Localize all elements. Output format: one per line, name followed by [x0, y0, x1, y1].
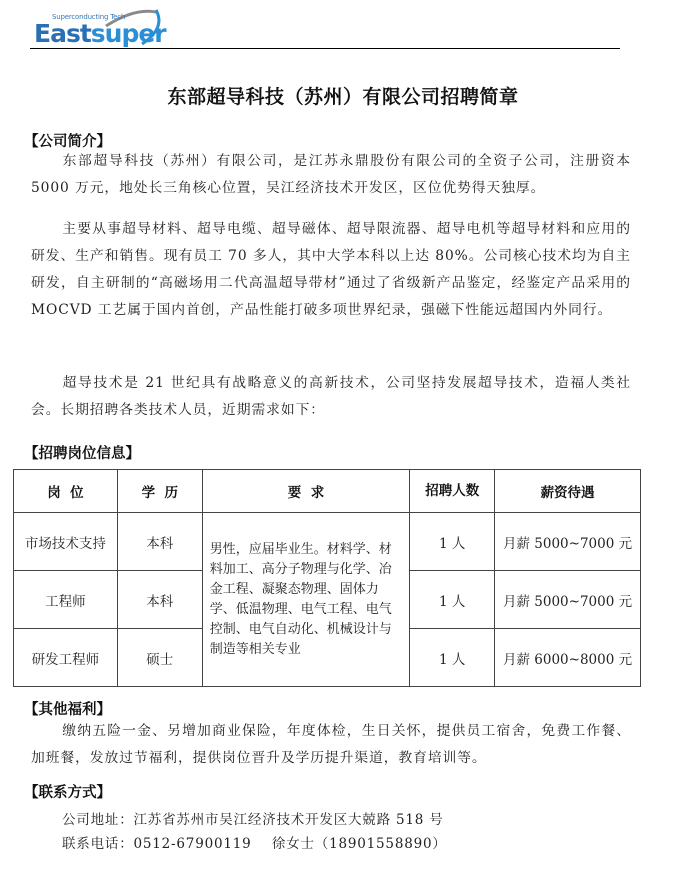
position-cell: 市场技术支持	[14, 513, 118, 571]
contact-address: 公司地址：江苏省苏州市吴江经济技术开发区大兢路 518 号	[62, 812, 444, 828]
headcount-cell: 1 人	[410, 629, 495, 687]
intro-paragraph-3: 超导技术是 21 世纪具有战略意义的高新技术，公司坚持发展超导技术，造福人类社会。长期招聘各类技术人员，近期需求如下：	[31, 375, 631, 418]
headcount-cell: 1 人	[410, 513, 495, 571]
logo-tagline: Superconducting Tech	[52, 13, 126, 21]
education-cell: 硕士	[117, 629, 202, 687]
column-header-headcount: 招聘人数	[410, 470, 495, 513]
benefits-paragraph: 缴纳五险一金、另增加商业保险，年度体检，生日关怀，提供员工宿舍，免费工作餐、加班餐，发放过节福利，提供岗位晋升及学历提升渠道，教育培训等。	[31, 723, 631, 766]
company-logo	[34, 6, 174, 48]
salary-cell: 月薪 6000~8000 元	[495, 629, 641, 687]
logo-brand: Eastsuper	[34, 19, 166, 48]
jobs-table	[13, 469, 641, 687]
headcount-cell: 1 人	[410, 571, 495, 629]
table-row	[14, 513, 641, 571]
intro-paragraph-2: 主要从事超导材料、超导电缆、超导磁体、超导限流器、超导电机等超导材料和应用的研发、生产和销售。现有员工 70 多人，其中大学本科以上达 80%。公司核心技术均为自主研发，自主研制的“高磁场用二代高温超导带材”通过了省级新产品鉴定，经鉴定产品采用的 MOCVD 工艺属于国内首创，产品性能打破多项世界纪录，强磁下性能远超国内外同行。	[31, 221, 631, 318]
column-header-position: 岗 位	[14, 470, 118, 513]
page-title: 东部超导科技（苏州）有限公司招聘简章	[167, 86, 519, 108]
column-header-education: 学 历	[117, 470, 202, 513]
education-cell: 本科	[117, 513, 202, 571]
contact-phone: 联系电话：0512-67900119 徐女士（18901558890）	[62, 836, 447, 852]
section-heading-benefits: 【其他福利】	[24, 702, 111, 718]
salary-cell: 月薪 5000~7000 元	[495, 513, 641, 571]
salary-cell: 月薪 5000~7000 元	[495, 571, 641, 629]
position-cell: 工程师	[14, 571, 118, 629]
section-heading-intro: 【公司简介】	[24, 134, 111, 150]
column-header-requirements: 要 求	[202, 470, 410, 513]
section-heading-contact: 【联系方式】	[24, 785, 111, 801]
header-divider	[30, 48, 620, 49]
section-heading-jobs: 【招聘岗位信息】	[24, 446, 140, 462]
table-header-row	[14, 470, 641, 513]
education-cell: 本科	[117, 571, 202, 629]
requirements-cell: 男性，应届毕业生。材料学、材料加工、高分子物理与化学、冶金工程、凝聚态物理、固体力学、低温物理、电气工程、电气控制、电气自动化、机械设计与制造等相关专业	[202, 513, 410, 687]
intro-paragraph-1: 东部超导科技（苏州）有限公司，是江苏永鼎股份有限公司的全资子公司，注册资本 5000 万元，地处长三角核心位置，吴江经济技术开发区，区位优势得天独厚。	[31, 153, 631, 196]
column-header-salary: 薪资待遇	[495, 470, 641, 513]
position-cell: 研发工程师	[14, 629, 118, 687]
